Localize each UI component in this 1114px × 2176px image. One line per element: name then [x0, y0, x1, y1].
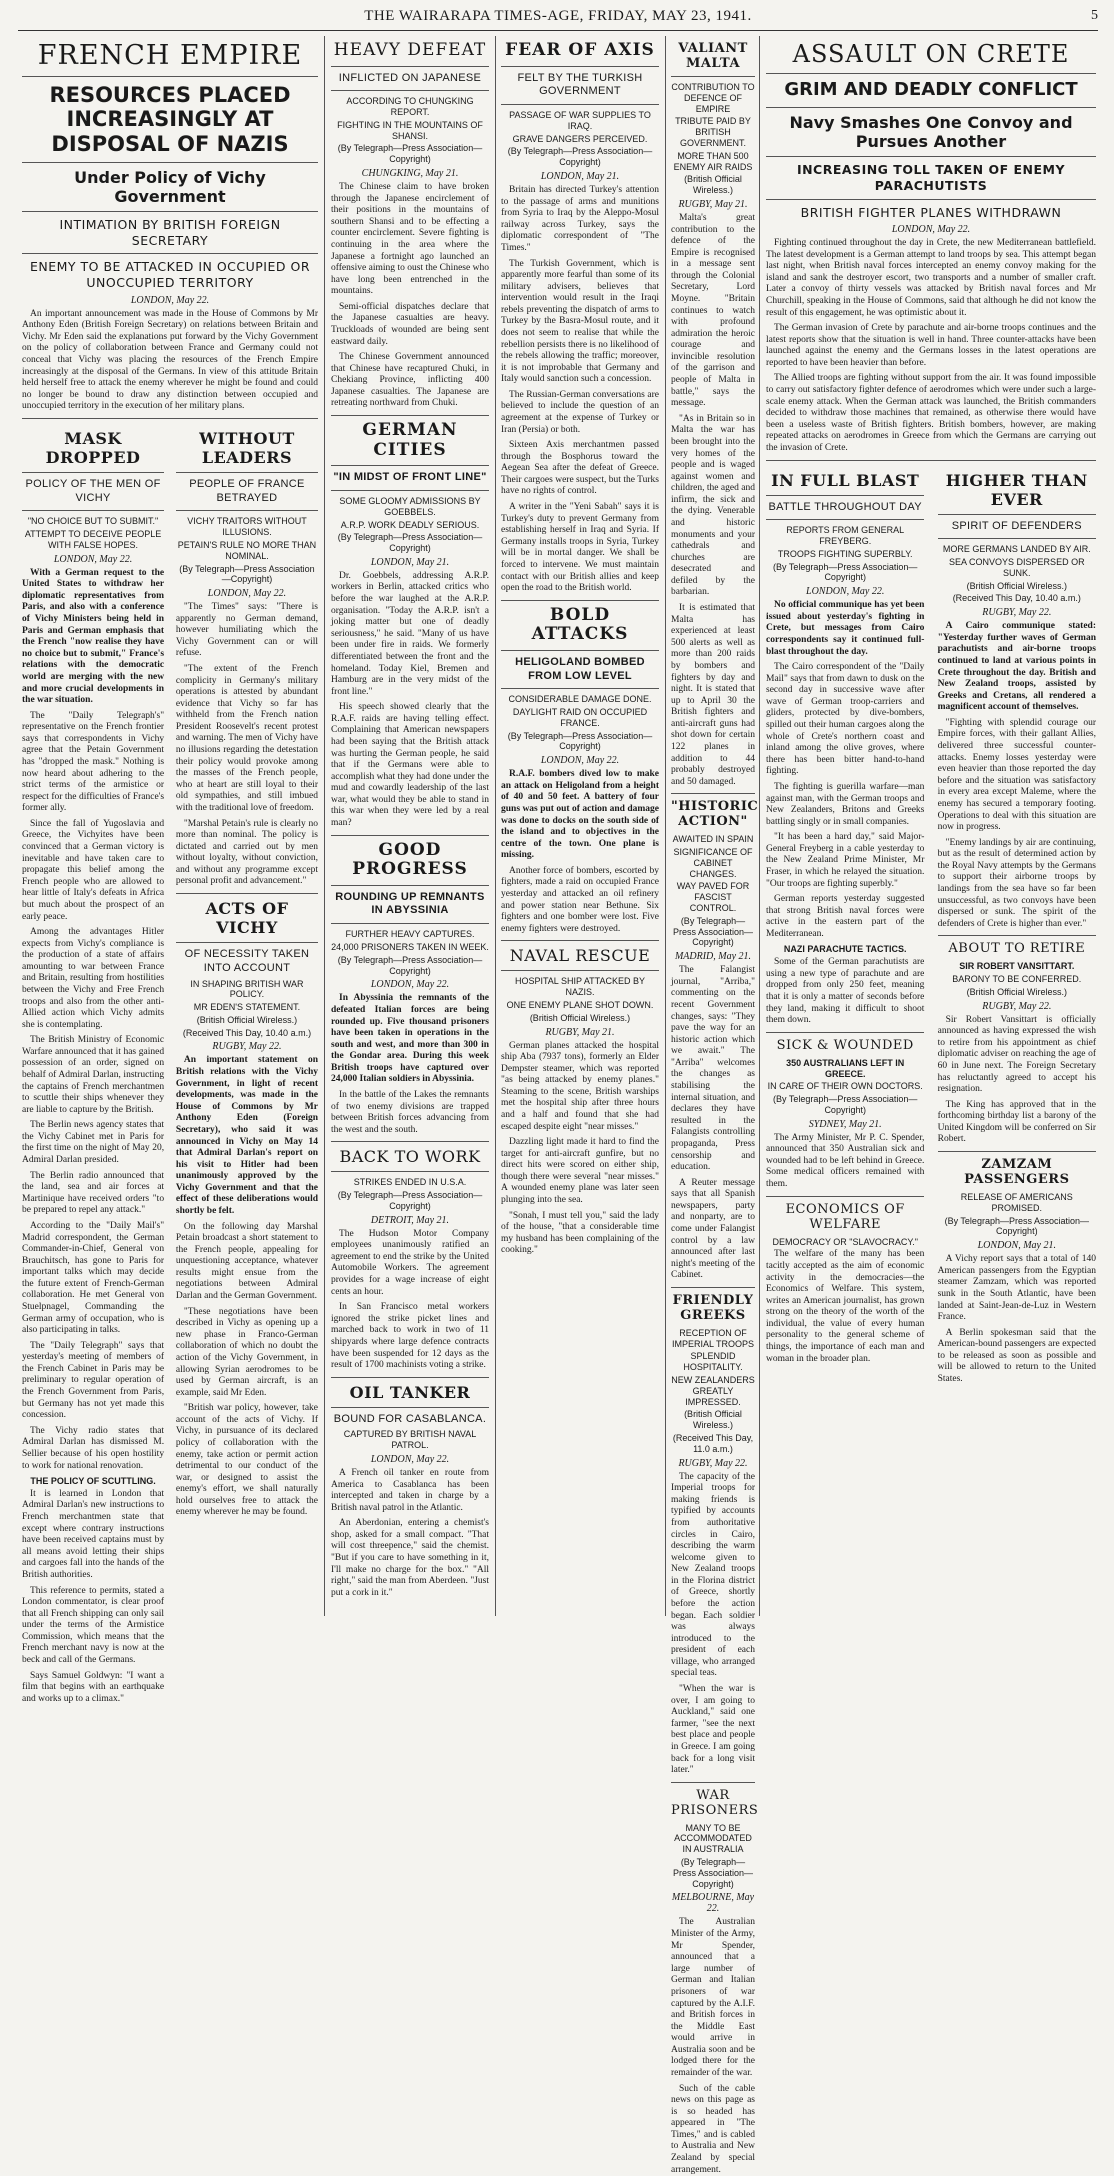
credit-line: (British Official Wireless.): [966, 580, 1067, 591]
headline: ECONOMICS OF WELFARE: [785, 1201, 905, 1232]
headline: BOLD ATTACKS: [531, 604, 629, 645]
subheadline: BOUND FOR CASABLANCA.: [333, 1412, 487, 1425]
deck: ACCORDING TO CHUNGKING REPORT.: [346, 96, 474, 118]
divider: [176, 893, 318, 894]
deck: ONE ENEMY PLANE SHOT DOWN.: [506, 999, 654, 1010]
divider: [331, 90, 489, 91]
subheadline: DEMOCRACY OR "SLAVOCRACY.": [772, 1236, 918, 1247]
paragraph: The Berlin radio announced that the land, sea and air forces at Martinique have received orders "to be prepared to repel any attack.": [22, 1170, 165, 1216]
column-rule: [665, 36, 666, 1616]
banner-headline: FRENCH EMPIRE: [37, 40, 303, 71]
divider: [938, 935, 1096, 936]
deck: MORE THAN 500 ENEMY AIR RAIDS: [673, 150, 753, 172]
divider: [22, 162, 318, 163]
divider: [331, 885, 489, 886]
credit-line: (By Telegraph—Press Association—Copyright): [772, 1094, 918, 1115]
deck: IN SHAPING BRITISH WAR POLICY.: [190, 978, 304, 1000]
deck: HOSPITAL SHIP ATTACKED BY NAZIS.: [514, 976, 646, 998]
paragraph: The Turkish Government, which is apparently more fearful than some of its military advisers, believes that intervention would result in the Iraqi rebels preventing the dispatch of arms to Turkey by the Basra-Mosul route, and it does not seem to realise that while the rebellion persists there is no likelihood of the rebels allowing the traffic; moreover, it is not improbable that Germany and Italy would sanction such a concession.: [501, 258, 659, 385]
divider: [501, 970, 659, 971]
credit-line: (By Telegraph—Press Association—Copyright): [337, 1190, 483, 1211]
article-mask-dropped: [22, 424, 164, 1709]
paragraph: "Marshal Petain's rule is clearly no more than nominal. The policy is dictated and carried out by men without loyalty, without conviction, and without any programme except personal profit and advancement.": [175, 818, 318, 887]
deck: CAPTURED BY BRITISH NAVAL PATROL.: [343, 1429, 477, 1451]
paragraph: The "Daily Telegraph" says that yesterday's meeting of members of the French Cabinet in Paris may be preliminary to regular operation of the French Government from Paris, but Germany has not yet made this concession.: [22, 1340, 165, 1421]
dateline: CHUNGKING, May 21.: [361, 168, 459, 180]
dateline: LONDON, May 21.: [977, 1240, 1056, 1252]
paragraph: Says Samuel Goldwyn: "I want a film that begins with an earthquake and works up to a climax.": [22, 1670, 165, 1704]
column-rule: [495, 36, 496, 1616]
subheadline: SIR ROBERT VANSITTART.: [959, 961, 1075, 972]
divider: [176, 942, 318, 943]
paragraph: "The extent of the French complicity in Germany's military operations is attested by abundant evidence that Vichy so far has withheld from the French nation President Roosevelt's recent protest and warning. The men of Vichy have no illusions regarding the detestation their policy would provoke among the masses of the French people, who at heart are still loyal to their old sympathies, and still imbued with the traditional love of freedom.: [175, 664, 318, 813]
paragraph: German reports yesterday suggested that strong British naval forces were active in the eastern part of the Mediterranean.: [766, 894, 925, 939]
column-rule: [759, 36, 760, 1616]
divider: [766, 199, 1096, 200]
divider: [22, 76, 318, 77]
paragraph: "British war policy, however, take account of the acts of Vichy. If Vichy, in pursuance of its declared policy of collaboration with the enemy, take action or permit action detrimental to our conduct of the war, or designed to assist the enemy's effort, we shall naturally hold ourselves free to attack the enemy wherever he may be found.: [175, 1403, 318, 1518]
headline: HIGHER THAN EVER: [945, 470, 1088, 509]
credit-line: (By Telegraph—Press Association—Copyright): [507, 730, 653, 752]
headline: RESOURCES PLACED INCREASINGLY AT DISPOSAL OF NAZIS: [49, 83, 291, 156]
article-assault-on-crete: [766, 36, 1096, 1616]
deck: VICHY TRAITORS WITHOUT ILLUSIONS.: [187, 516, 307, 538]
paragraph: Britain has directed Turkey's attention to the passage of arms and munitions from Syria to Iraq by the Aleppo-Mosul railway across Turkey, says the diplomatic correspondent of "The Times.": [501, 185, 659, 253]
divider: [331, 465, 489, 466]
paragraph: No official communique has yet been issued about yesterday's fighting in Crete, but messages from Cairo correspondents say it continued full-blast throughout the day.: [766, 600, 925, 657]
article-without-leaders: [176, 424, 318, 1709]
dateline: DETROIT, May 21.: [370, 1214, 450, 1226]
deck: INCREASING TOLL TAKEN OF ENEMY PARACHUTISTS: [796, 162, 1066, 193]
masthead-title: THE WAIRARAPA TIMES-AGE, FRIDAY, MAY 23, 1941.: [364, 8, 752, 24]
paragraph: Dazzling light made it hard to find the target for anti-aircraft gunfire, but no direct hits were scored on either ship, though there were several "near misses." A wounded enemy plane was later seen plunging into the sea.: [501, 1137, 659, 1206]
divider: [501, 940, 659, 941]
divider: [331, 923, 489, 924]
paragraph: The Falangist journal, "Arriba," commenting on the recent Government changes, says: "They pave the way for an historic action which we await." The "Arriba" welcomes the changes as stabilising the internal situation, and declares they have resulted in the Falangists controlling propaganda, Press censorship and education.: [671, 965, 755, 1173]
divider: [671, 76, 755, 77]
paragraph: Fighting continued throughout the day in Crete, the new Mediterranean battlefield. The latest development is a German attempt to land troops by sea. This attempt began last night, when British naval forces intercepted an enemy convoy making for the island and sank the destroyer escort, two transports and a number of smaller craft. Later a convoy of thirty vessels was attacked by British naval forces and Mr Churchill, speaking in the House of Commons, said that although he did not know the result of this engagement, he was optimistic about it.: [766, 238, 1096, 318]
divider: [22, 418, 318, 419]
subheadline: OF NECESSITY TAKEN INTO ACCOUNT: [184, 948, 310, 974]
deck: ATTEMPT TO DECEIVE PEOPLE WITH FALSE HOPES.: [24, 529, 162, 550]
subheadline: HELIGOLAND BOMBED FROM LOW LEVEL: [515, 655, 645, 682]
paragraph: On the following day Marshal Petain broadcast a short statement to the French people, appealing for unquestioning acceptance, whatever results might ensue from the negotiations between Admiral Darlan and the German Government.: [175, 1221, 318, 1302]
headline: GERMAN CITIES: [362, 420, 458, 460]
headline: ACTS OF VICHY: [205, 899, 289, 937]
deck: MORE GERMANS LANDED BY AIR.: [942, 544, 1091, 555]
headline: BACK TO WORK: [339, 1147, 481, 1167]
paragraph: Among the advantages Hitler expects from Vichy's compliance is the production of a state of affairs amounting to war between France and Britain, resulting from hostilities between the Vichy and Free French troops and also from the other anti-Allied action which Vichy admits she is contemplating.: [22, 927, 165, 1030]
received-line: (Received This Day, 11.0 a.m.): [672, 1433, 754, 1454]
paragraph: The German invasion of Crete by parachute and air-borne troops continues and the latest reports show that the situation is well in hand. Three counter-attacks have been launched against the enemy and the Germans losses in the latest operations are reported to have been heavier than before.: [766, 323, 1096, 368]
dateline: RUGBY, May 21.: [678, 198, 748, 210]
divider: [501, 688, 659, 689]
dateline: LONDON, May 22.: [540, 755, 620, 767]
column-2: [331, 36, 489, 1616]
paragraph: The British Ministry of Economic Warfare announced that it has gained possession of an order, signed on behalf of Admiral Darlan, instructing the captains of French merchantmen to scuttle their ships whenever they are liable to capture by the British.: [22, 1035, 165, 1115]
dateline: LONDON, May 21.: [540, 171, 620, 183]
dateline: LONDON, May 22.: [370, 979, 450, 991]
dateline: MADRID, May 21.: [674, 951, 752, 963]
dateline: LONDON, May 22.: [891, 224, 971, 236]
dateline: RUGBY, May 22.: [982, 1000, 1052, 1012]
paragraph: "The Times" says: "There is apparently no German demand, however humiliating which the Vichy Government can or will refuse.: [175, 602, 318, 659]
paragraph: Since the fall of Yugoslavia and Greece, the Vichyites have been convinced that a German victory is inevitable and have taken care to propagate this belief among the French people who are allowed to hear little of Italy's defeats in Africa but much about the prospect of an early peace.: [22, 818, 165, 922]
divider: [766, 519, 924, 520]
paragraph: According to the "Daily Mail's" Madrid correspondent, the German Commander-in-Chief, General von Brauchitsch, has gone to Paris for important talks which may decide the future extent of French-German collaboration. He met General von Stuelpnagel, Commanding the German army of occupation, who is also participating in talks.: [22, 1220, 165, 1336]
received-line: (Received This Day, 10.40 a.m.): [182, 1027, 312, 1038]
credit-line: (British Official Wireless.): [196, 1014, 298, 1025]
deck: IN CARE OF THEIR OWN DOCTORS.: [767, 1081, 923, 1092]
subheadline: AWAITED IN SPAIN: [672, 834, 754, 845]
paragraph: The Australian Minister of the Army, Mr Spender, announced that a large number of German and Italian prisoners of war captured by the A.I.F. and British forces in the Middle East would arrive in Australia soon and be lodged there for the remainder of the war.: [671, 1917, 755, 2078]
divider: [331, 1171, 489, 1172]
paragraph: Sir Robert Vansittart is officially announced as having expressed the wish to retire from his appointment as chief diplomatic adviser on reaching the age of 60 in June next. The Foreign Secretary has reluctantly agreed to accept his resignation.: [937, 1014, 1096, 1095]
paragraph: This reference to permits, stated a London commentator, is clear proof that all French shipping can only sail under the terms of the Armistice Commission, which means that the French merchant navy is now at the beck and call of the Germans.: [22, 1585, 165, 1665]
divider: [331, 490, 489, 491]
dateline: MELBOURNE, May 22.: [671, 1892, 755, 1915]
divider: [176, 510, 318, 511]
divider: [22, 211, 318, 212]
paragraph: The fighting is guerilla warfare—man against man, with the German troops and New Zealanders, Britons and Greeks battling singly or in small companies.: [766, 781, 925, 827]
deck: PASSAGE OF WAR SUPPLIES TO IRAQ.: [509, 110, 651, 131]
deck: REPORTS FROM GENERAL FREYBERG.: [786, 525, 905, 547]
deck: GRAVE DANGERS PERCEIVED.: [512, 133, 648, 144]
paragraph: "As in Britain so in Malta the war has been brought into the very homes of the people and is waged against women and children, the aged and infirm, the sick and the dying. Venerable and historic monuments and your cathedrals and churches are desecrated and defiled by the barbarian.: [671, 413, 755, 598]
dateline: LONDON, May 22.: [806, 586, 885, 598]
paragraph: Semi-official dispatches declare that the Japanese casualties are heavy. Truckloads of wounded are being sent eastward daily.: [331, 301, 489, 347]
subheadline: INFLICTED ON JAPANESE: [338, 71, 482, 84]
paragraph: Some of the German parachutists are using a new type of parachute and are dropped from only 250 feet, meaning that it is only a matter of seconds before they land, making it difficult to shoot them down.: [766, 957, 925, 1026]
dateline: LONDON, May 22.: [130, 294, 210, 306]
paragraph: "It has been a hard day," said Major-General Freyberg in a cable yesterday to the New Zealand Prime Minister, Mr Fraser, in which he relayed the situation. "Our troops are fighting superbly.": [766, 832, 925, 889]
divider: [501, 650, 659, 651]
deck: 24,000 PRISONERS TAKEN IN WEEK.: [331, 942, 489, 952]
divider: [766, 460, 1096, 461]
paragraph: "Sonah, I must tell you," said the lady of the house, "that a considerable time my husband has been complaining of the cooking.": [501, 1210, 659, 1256]
divider: [938, 514, 1096, 515]
paragraph: The Vichy radio states that Admiral Darlan has dismissed M. Sellier because of his open hostility to work for national renovation.: [22, 1425, 165, 1471]
dateline: RUGBY, May 22.: [982, 607, 1052, 619]
paragraph: The King has approved that in the forthcoming birthday list a barony of the United Kingdom will be conferred on Sir Robert.: [937, 1099, 1096, 1145]
divider: [938, 1151, 1096, 1152]
deck: WAY PAVED FOR FASCIST CONTROL.: [676, 881, 750, 914]
deck: MR EDEN'S STATEMENT.: [193, 1002, 301, 1013]
paragraph: A Reuter message says that all Spanish newspapers, party and nonparty, are to come under Falangist control by a law announced after last night's meeting of the Cabinet.: [671, 1177, 755, 1281]
paragraph: Such of the cable news on this page as is so headed has appeared in "The Times," and is cabled to Australia and New Zealand by special arrangement.: [671, 2083, 755, 2175]
headline: FEAR OF AXIS: [505, 40, 655, 60]
headline: HEAVY DEFEAT: [333, 40, 487, 60]
dateline: RUGBY, May 21.: [545, 1026, 615, 1038]
paragraph: A writer in the "Yeni Sabah" says it is Turkey's duty to prevent Germany from establishing herself in Iraq and Syria. If Germany installs troops in Syria, Turkey will be in mortal danger. We shall be forced to intervene. We must maintain contact with our British allies and keep open the road to the British world.: [501, 502, 659, 594]
paragraph: "Enemy landings by air are continuing, but as the result of determined action by the Royal Navy attempts by the Germans to support their airborne troops by landings from the sea have so far been unsuccessful, as two convoys have been dispersed or sunk. The spirit of the defenders of Crete is higher than ever.": [937, 837, 1096, 929]
deck: SOME GLOOMY ADMISSIONS BY GOEBBELS.: [339, 495, 481, 517]
paragraph: Dr. Goebbels, addressing A.R.P. workers in Berlin, attacked critics who before the war laughed at the A.R.P. organisation. "Today the A.R.P. isn't a joking matter but one of deadly seriousness," he said. "Many of us have been under fire in raids. We formerly differentiated between the front and the homeland. Today Kiel, Bremen and Hamburg are in the very midst of the front line.": [331, 570, 489, 697]
headline: GOOD PROGRESS: [352, 839, 468, 880]
headline: GRIM AND DEADLY CONFLICT: [784, 79, 1078, 101]
headline: MASK DROPPED: [45, 428, 141, 467]
deck: BRITISH FIGHTER PLANES WITHDRAWN: [800, 204, 1062, 220]
subheadline: Navy Smashes One Convoy and Pursues Another: [789, 112, 1073, 152]
credit-line: (By Telegraph—Press Association—Copyright): [944, 1215, 1089, 1237]
divider: [331, 66, 489, 67]
dateline: LONDON, May 22.: [207, 588, 287, 600]
paragraph: The Chinese Government announced that Chinese have recaptured Chuki, in Chekiang Province, inflicting 400 Japanese casualties. The Japanese are retreating northward from Chuki.: [331, 352, 489, 409]
dateline: RUGBY, May 22.: [678, 1457, 748, 1469]
lead-paragraph: An important announcement was made in the House of Commons by Mr Anthony Eden (British Foreign Secretary) on relations between Britain and Vichy. Mr Eden said the explanations put forward by the Vichy Government on the policy of collaboration between France and Germany could not conceal that Vichy was placing the resources of the French Empire increasingly at the disposal of the Germans. In view of this attitude Britain held herself free to attack the enemy wherever he might be found and could no longer be bound to draw any distinction between occupied and unoccupied territory in the execution of her military plans.: [22, 308, 318, 412]
paragraph: "Fighting with splendid courage our Empire forces, with their gallant Allies, delivered three successful counter-attacks. Enemy losses yesterday were even heavier than those reported the day before and the situation was satisfactory in every area except Maleme, where the enemy has secured a temporary footing. Operations to deal with this situation are now in progress.: [937, 717, 1096, 833]
paragraph: The Allied troops are fighting without support from the air. It was found impossible to carry out satisfactory fighter defence of aerodromes which were under such a large-scale enemy attack. When the German attack was launched, the British commanders decided to withdraw those machines that remained, as otherwise there would have been a useless waste of British fighters. British bombers, however, are making repeated attacks on aerodromes in Greece from which the Germans are carrying out the invasion of Crete.: [766, 373, 1096, 453]
divider: [176, 472, 318, 473]
paragraph: German planes attacked the hospital ship Aba (7937 tons), formerly an Elder Dempster steamer, which was reported "as being attacked by enemy planes." Steaming to the scene, British warships met the hospital ship after three hours and a half and found that she had escaped despite eight "near misses.": [501, 1040, 659, 1132]
subheadline: SPIRIT OF DEFENDERS: [951, 519, 1082, 532]
deck: FURTHER HEAVY CAPTURES.: [345, 929, 475, 940]
headline: OIL TANKER: [349, 1382, 471, 1402]
divider: [766, 1196, 924, 1197]
divider: [766, 73, 1096, 74]
credit-line: (By Telegraph—Press Association—Copyright): [507, 146, 653, 168]
subheadline: Under Policy of Vichy Government: [74, 167, 266, 206]
credit-line: (By Telegraph—Press Association—Copyright): [337, 954, 483, 976]
dateline: RUGBY, May 22.: [212, 1041, 282, 1053]
deck: STRIKES ENDED IN U.S.A.: [353, 1177, 467, 1188]
paragraph: The Russian-German conversations are believed to include the question of an agreement at the expense of Turkey or Iran (Persia) or both.: [501, 389, 659, 435]
subheadline: "IN MIDST OF FRONT LINE": [333, 471, 487, 484]
credit-line: (By Telegraph—Press Association—Copyright): [672, 915, 754, 948]
credit-line: (By Telegraph—Press Association—Copyright): [672, 1857, 754, 1889]
page-number: 5: [1091, 8, 1098, 23]
subheadline: BATTLE THROUGHOUT DAY: [768, 500, 922, 513]
paragraph: Another force of bombers, escorted by fighters, made a raid on occupied France yesterday and attacked an oil refinery and power station near Bethune. Six fighters and one bomber were lost. Five enemy fighters were destroyed.: [501, 865, 659, 934]
credit-line: (British Official Wireless.): [529, 1012, 631, 1023]
credit-line: (By Telegraph—Press Association—Copyright): [337, 532, 483, 554]
credit-line: (By Telegraph—Press Association—Copyright): [179, 563, 315, 585]
paragraph: The welfare of the many has been tacitly accepted as the aim of economic activity in the democracies—the Economics of Welfare. This system, writes an American journalist, has grown strong on the theory of the worth of the individual, the value of every human personality to the general scheme of things, the importance of each man and woman in the broader plan.: [766, 1249, 925, 1364]
paragraph: In the battle of the Lakes the remnants of two enemy divisions are trapped between British forces advancing from the west and the south.: [331, 1090, 489, 1135]
deck: SIGNIFICANCE OF CABINET CHANGES.: [673, 847, 753, 879]
section-heading: THE POLICY OF SCUTTLING.: [30, 1476, 156, 1487]
paragraph: A Berlin spokesman said that the American-bound passengers are expected to be released as soon as possible and will be allowed to return to the United States.: [937, 1327, 1096, 1385]
paragraph: The Cairo correspondent of the "Daily Mail" says that from dawn to dusk on the second day in successive wave after wave of German troop-carriers and gliders, protected by dive-bombers, spilled out their human cargoes along the whole of Crete's northern coast and inland among the olive groves, where there has been bitter hand-to-hand fighting.: [766, 662, 925, 777]
headline: NAVAL RESCUE: [509, 946, 651, 966]
paragraph: A Cairo communique stated: "Yesterday further waves of German parachutists and air-borne troops continued to land at various points in Crete throughout the day. British and New Zealand troops, assisted by Greeks and Cretans, all rendered a magnificent account of themselves.: [937, 621, 1096, 713]
deck: TRIBUTE PAID BY BRITISH GOVERNMENT.: [675, 116, 751, 148]
paragraph: A French oil tanker en route from America to Casablanca has been intercepted and taken in charge by a British naval patrol in the Atlantic.: [331, 1468, 489, 1513]
divider: [331, 1377, 489, 1378]
received-line: (Received This Day, 10.40 a.m.): [952, 593, 1081, 604]
divider: [766, 156, 1096, 157]
paragraph: With a German request to the United States to withdraw her diplomatic representatives from Paris, and also with a conference of Vichy Ministers being held in Paris and German emphasis that the French "now realise they have no choice but to submit," France's relations with the democratic world are merging with the new and more crucial developments in the war situation.: [22, 567, 165, 706]
deck: NEW ZEALANDERS GREATLY IMPRESSED.: [671, 1375, 755, 1407]
divider: [766, 1032, 924, 1033]
deck: "NO CHOICE BUT TO SUBMIT.": [27, 516, 159, 527]
divider: [501, 104, 659, 105]
subheadline: POLICY OF THE MEN OF VICHY: [25, 477, 161, 504]
paragraph: The Berlin news agency states that the Vichy Cabinet met in Paris for the first time on the night of May 20, Admiral Darlan presided.: [22, 1120, 165, 1166]
column-4: [671, 36, 759, 2175]
headline: WAR PRISONERS: [671, 1787, 759, 1818]
paragraph: In Abyssinia the remnants of the defeated Italian forces are being rounded up. Five thousand prisoners have been taken in operations in the south and west, and more than 300 in the Gondar area. During this week British troops have captured over 24,000 Italian soldiers in Abyssinia.: [331, 993, 489, 1085]
paragraph: Malta's great contribution to the defence of the Empire is recognised in a message sent through the Colonial Secretary, Lord Moyne. "Britain continues to watch with profound admiration the heroic courage and invincible resolution of the garrison and people of Malta in battle," says the message.: [671, 212, 755, 409]
headline: SICK & WOUNDED: [776, 1037, 914, 1053]
divider: [766, 107, 1096, 108]
divider: [331, 1141, 489, 1142]
deck: A.R.P. WORK DEADLY SERIOUS.: [340, 519, 480, 530]
divider: [331, 835, 489, 836]
divider: [671, 793, 755, 794]
paragraph: The capacity of the Imperial troops for making friends is typified by accounts from authoritative circles in Cairo, describing the warm welcome given to New Zealand troops in the Florina district of Greece, shortly before the action began. Each soldier was always introduced to the president of each village, who arranged special teas.: [671, 1471, 755, 1679]
sub-columns: [22, 424, 318, 1709]
divider: [766, 495, 924, 496]
divider: [331, 415, 489, 416]
divider: [938, 538, 1096, 539]
paragraph: "These negotiations have been described in Vichy as opening up a new phase in Franco-German collaboration of which no doubt the action of the Vichy Government, in allowing Syrian aerodromes to be used by German aircraft, is an example, said Mr Eden.: [175, 1306, 318, 1398]
credit-line: (By Telegraph—Press Association—Copyright): [772, 561, 918, 583]
paragraph: Sixteen Axis merchantmen passed through the Bosphorus toward the Aegean Sea after the defeat of Greece. Their cargoes were suspect, but the Turks have no rights of control.: [501, 440, 659, 497]
subheadline: FELT BY THE TURKISH GOVERNMENT: [517, 71, 643, 98]
headline: IN FULL BLAST: [771, 470, 920, 490]
paragraph: An important statement on British relations with the Vichy Government, in light of recent developments, was made in the House of Commons by Mr Anthony Eden (Foreign Secretary), who said it was announced in Vichy on May 14 that Admiral Darlan's report on his visit to Hitler had been unanimously approved by the Vichy Government and that the effect of these deliberations would shortly be felt.: [175, 1055, 318, 1216]
paragraph: His speech showed clearly that the R.A.F. raids are having telling effect. Complaining that American newspapers had been saying that the British attack was hurting the German people, he said that if the Germans were able to accomplish what they had done under the mud and cowardly leadership of the last war, what would they be able to stand in this war when they were led by a real man?: [331, 702, 489, 829]
paragraph: A Vichy report says that a total of 140 American passengers from the Egyptian steamer Zamzam, which was reported sunk in the South Atlantic, have been landed at Saint-Jean-de-Luz in Western France.: [937, 1254, 1096, 1323]
article-in-full-blast: [766, 466, 924, 1390]
credit-line: (British Official Wireless.): [684, 174, 742, 196]
divider: [22, 253, 318, 254]
dateline: LONDON, May 22.: [53, 553, 133, 565]
masthead: [18, 8, 1098, 30]
divider: [22, 510, 164, 511]
divider: [331, 1407, 489, 1408]
headline: WITHOUT LEADERS: [199, 428, 295, 467]
headline: ABOUT TO RETIRE: [948, 941, 1086, 957]
paragraph: In San Francisco metal workers ignored the strike picket lines and marched back to work in two of 11 shipyards where large defence contracts have been suspended for 12 days as the result of 1700 machinists voting a strike.: [331, 1302, 489, 1371]
subheadline: ROUNDING UP REMNANTS IN ABYSSINIA: [335, 890, 485, 917]
deck: PETAIN'S RULE NO MORE THAN NOMINAL.: [177, 539, 317, 561]
divider: [501, 600, 659, 601]
deck: CONSIDERABLE DAMAGE DONE.: [508, 694, 652, 705]
dateline: SYDNEY, May 21.: [808, 1118, 882, 1130]
paragraph: The "Daily Telegraph's" representative on the French frontier says that correspondents in Vichy agree that the Petain Government has "dropped the mask." Nothing is now heard about adhering to the strict terms of the armistice or respect for the difficulties of France's former ally.: [22, 710, 165, 814]
dateline: LONDON, May 22.: [370, 1454, 450, 1465]
banner-headline: ASSAULT ON CRETE: [792, 40, 1070, 68]
paragraph: The Chinese claim to have broken through the Japanese encirclement of their positions in the mountains of southern Shansi and to be effecting a counter encirclement. Severe fighting is continuing in the area where the Japanese a fortnight ago launched an offensive aiming to oust the Chinese who have long been entrenched in the mountains.: [331, 182, 489, 297]
article-french-empire: [22, 36, 318, 1704]
deck: DAYLIGHT RAID ON OCCUPIED FRANCE.: [512, 707, 648, 728]
credit-line: (British Official Wireless.): [966, 986, 1067, 997]
credit-line: (British Official Wireless.): [684, 1409, 742, 1431]
deck: MANY TO BE ACCOMMODATED IN AUSTRALIA: [674, 1822, 752, 1855]
divider: [22, 472, 164, 473]
divider: [501, 66, 659, 67]
deck: INTIMATION BY BRITISH FOREIGN SECRETARY: [59, 217, 281, 248]
deck: SPLENDID HOSPITALITY.: [683, 1351, 743, 1373]
sub-columns: [766, 466, 1096, 1390]
article-higher-than-ever: [938, 466, 1096, 1390]
subheadline: RECEPTION OF IMPERIAL TROOPS: [671, 1327, 755, 1349]
paragraph: It is estimated that Malta has experienced at least 500 alerts as well as more than 200 raids by bombers and fighters by day and night. It is stated that up to April 30 the British fighters and anti-aircraft guns had shot down for certain 122 planes in addition to 44 probably destroyed and 50 damaged.: [671, 603, 755, 787]
paragraph: "When the war is over, I am going to Auckland," said one farmer, "see the next best place and people in Greece. I am going back for a long visit later.": [671, 1684, 755, 1776]
headline: VALIANT MALTA: [678, 41, 748, 71]
paragraph: It is learned in London that Admiral Darlan's new instructions to French merchantmen state that except where contrary instructions have been received captains must by all means avoid letting their ships and cargoes fall into the hands of the British authorities.: [22, 1488, 165, 1580]
deck: SEA CONVOYS DISPERSED OR SUNK.: [949, 557, 1085, 578]
headline: ZAMZAM PASSENGERS: [964, 1157, 1070, 1188]
divider: [671, 1287, 755, 1288]
divider: [671, 1782, 755, 1783]
column-rule: [324, 36, 325, 1616]
paragraph: The Hudson Motor Company employees unanimously ratified an agreement to end the strike by the United Automobile Workers. The agreement provides for a wage increase of eight cents an hour.: [331, 1228, 489, 1297]
subheadline: 350 AUSTRALIANS LEFT IN GREECE.: [786, 1057, 905, 1079]
dateline: LONDON, May 21.: [370, 556, 450, 568]
section-heading: NAZI PARACHUTE TACTICS.: [783, 944, 907, 955]
credit-line: (By Telegraph—Press Association—Copyright): [337, 143, 483, 165]
column-3: [501, 36, 659, 1616]
deck: TROOPS FIGHTING SUPERBLY.: [777, 548, 913, 559]
deck: ENEMY TO BE ATTACKED IN OCCUPIED OR UNOCCUPIED TERRITORY: [29, 259, 311, 291]
headline: "HISTORIC ACTION": [671, 799, 759, 830]
deck: BARONY TO BE CONFERRED.: [952, 974, 1082, 985]
headline: FRIENDLY GREEKS: [672, 1292, 754, 1323]
paragraph: The Army Minister, Mr P. C. Spender, announced that 350 Australian sick and wounded had to be left behind in Greece. Some medical officers remained with them.: [766, 1132, 925, 1190]
subheadline: CONTRIBUTION TO DEFENCE OF EMPIRE: [671, 82, 755, 114]
paragraph: R.A.F. bombers dived low to make an attack on Heligoland from a height of 40 and 50 feet. A battery of four guns was put out of action and damage was done to docks on the south side of the island and to objectives in the centre of the town. One plane is missing.: [501, 769, 659, 861]
deck: FIGHTING IN THE MOUNTAINS OF SHANSI.: [337, 119, 483, 141]
subheadline: PEOPLE OF FRANCE BETRAYED: [189, 477, 305, 504]
masthead-rule: [18, 30, 1098, 31]
subheadline: RELEASE OF AMERICANS PROMISED.: [960, 1192, 1073, 1213]
paragraph: An Aberdonian, entering a chemist's shop, asked for a small compact. "That will cost threepence," said the chemist. "But if you care to have something in it, I'll make no charge for the box." "All right," said the man from Aberdeen. "Just put a cork in it.": [331, 1518, 489, 1598]
